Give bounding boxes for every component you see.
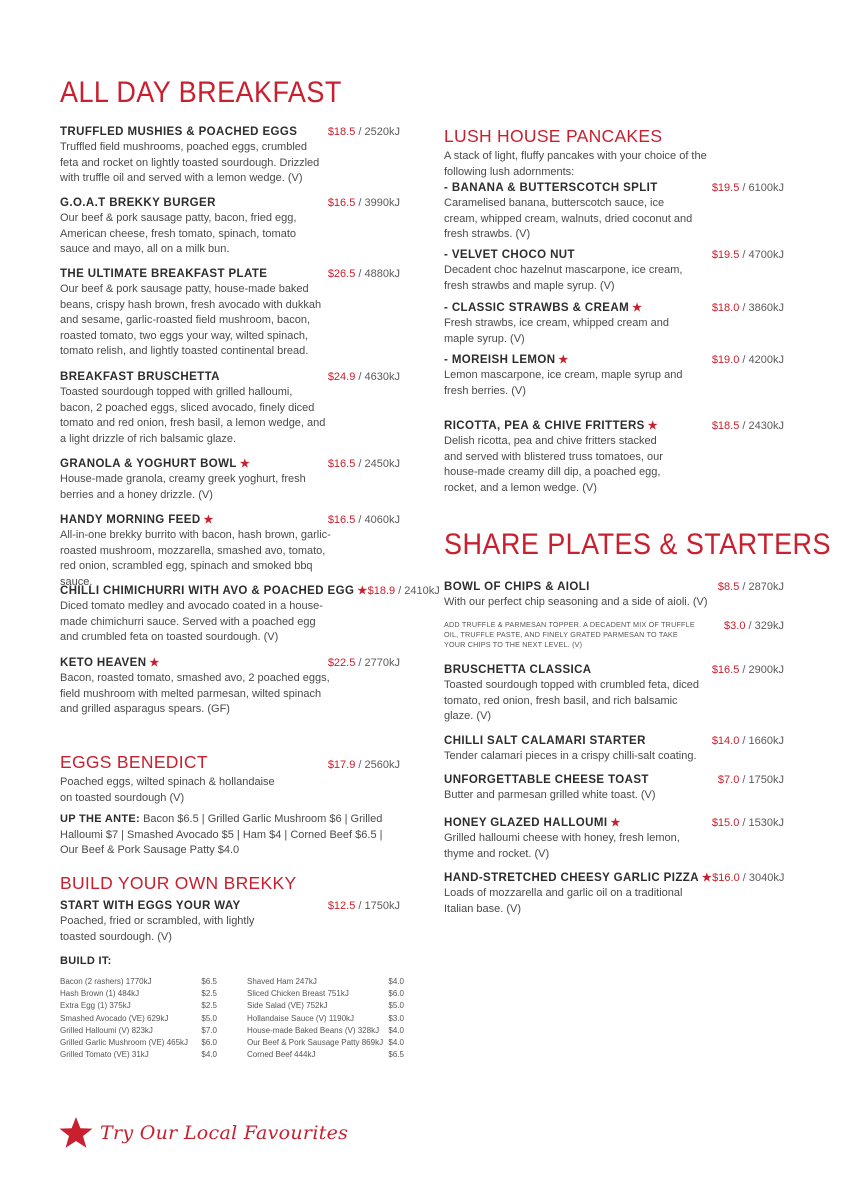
item-price: $19.0 [711,354,740,366]
item-price: $16.5 [327,458,356,470]
build-option: Side Salad (VE) 752kJ $5.0 [247,1001,404,1011]
item-desc: Our beef & pork sausage patty, house-made baked beans, crispy hash brown, fresh avocado with dukkah and sesame, garlic-roasted field mushroom, bacon, roasted tomato, two eggs your way, wilted spinach, tomato relish, and lightly toasted continental bread. [60,283,322,357]
item-desc: Butter and parmesan grilled white toast. (V) [444,789,656,801]
star-icon: ★ [357,585,368,597]
item-title: HAND-STRETCHED CHEESY GARLIC PIZZA ★ [444,872,713,884]
item-kj: 4200kJ [748,354,784,366]
item-kj: 1660kJ [748,735,784,747]
addon-desc: ADD TRUFFLE & PARMESAN TOPPER. A DECADENT MIX OF TRUFFLE OIL, TRUFFLE PASTE, AND FINELY GRATED PARMESAN TO TAKE YOUR CHIPS TO THE NEXT LEVEL. (V) [444,620,695,649]
menu-item: HONEY GLAZED HALLOUMI ★ $15.0 / 1530kJ Grilled halloumi cheese with honey, fresh lemon, thyme and rocket. (V) [444,816,784,862]
item-kj: 2560kJ [364,759,400,771]
item-title: - VELVET CHOCO NUT [444,249,575,261]
menu-item: RICOTTA, PEA & CHIVE FRITTERS ★ $18.5 / 2430kJ Delish ricotta, pea and chive fritters stacked and served with blistered truss tomatoes, our house-made creamy dill dip, a poached egg, rocket, and a lemon wedge. (V) [444,419,784,496]
build-options-col1 [60,976,217,1061]
item-price: $3.0 [724,620,746,632]
item-title: KETO HEAVEN ★ [60,657,160,669]
item-price: $19.5 [711,249,740,261]
menu-item: UNFORGETTABLE CHEESE TOAST $7.0 / 1750kJ Butter and parmesan grilled white toast. (V) [444,774,784,804]
item-desc: Poached eggs, wilted spinach & hollandaise on toasted sourdough (V) [60,776,275,804]
addon-item: ADD TRUFFLE & PARMESAN TOPPER. A DECADENT MIX OF TRUFFLE OIL, TRUFFLE PASTE, AND FINELY GRATED PARMESAN TO TAKE YOUR CHIPS TO THE NEXT LEVEL. (V) $3.0 / 329kJ [444,620,784,649]
item-title: CHILLI SALT CALAMARI STARTER [444,735,646,747]
item-kj: 2450kJ [364,458,400,470]
build-option: Hollandaise Sauce (V) 1190kJ $3.0 [247,1013,404,1023]
build-option: Grilled Garlic Mushroom (VE) 465kJ $6.0 [60,1038,217,1048]
item-title: BREAKFAST BRUSCHETTA [60,371,220,383]
item-title: HONEY GLAZED HALLOUMI ★ [444,817,621,829]
build-it-label: BUILD IT: [60,955,112,967]
item-desc: Caramelised banana, butterscotch sauce, ice cream, whipped cream, walnuts, dried coconut and fresh strawbs. (V) [444,197,693,240]
build-option: Shaved Ham 247kJ $4.0 [247,977,404,986]
item-desc: Fresh strawbs, ice cream, whipped cream and maple syrup. (V) [444,317,669,345]
item-kj: 3040kJ [748,872,785,884]
item-kj: 4880kJ [364,268,400,280]
star-icon: ★ [149,657,160,669]
eggs-benedict-heading: EGGS BENEDICT [60,752,208,772]
build-option: Bacon (2 rashers) 1770kJ $6.5 [60,977,217,986]
star-icon [58,1116,94,1150]
item-price: $26.5 [327,268,356,280]
star-icon: ★ [610,817,621,829]
menu-item: - VELVET CHOCO NUT $19.5 / 4700kJ Decadent choc hazelnut mascarpone, ice cream, fresh strawbs and maple syrup. (V) [444,249,784,294]
menu-item: BOWL OF CHIPS & AIOLI $8.5 / 2870kJ With our perfect chip seasoning and a side of aioli. (V) [444,581,784,611]
item-price: $18.5 [711,420,740,432]
build-your-own-heading: BUILD YOUR OWN BREKKY [60,873,297,893]
item-price: $14.0 [711,735,740,747]
item-price: $7.0 [717,774,740,786]
item-desc: Grilled halloumi cheese with honey, fresh lemon, thyme and rocket. (V) [444,832,680,860]
item-desc: All-in-one brekky burrito with bacon, hash brown, garlic-roasted mushroom, mozzarella, smashed avo, tomato, red onion, scrambled egg, spinach and smoked bbq sauce. [60,529,331,588]
item-kj: 2520kJ [364,126,400,138]
item-price: $19.5 [711,182,740,194]
item-desc: Delish ricotta, pea and chive fritters stacked and served with blistered truss tomatoes, our house-made creamy dill dip, a poached egg, rocket, and a lemon wedge. (V) [444,435,663,494]
item-title: G.O.A.T BREKKY BURGER [60,197,216,209]
item-price: $12.5 [327,900,356,912]
build-option: Hash Brown (1) 484kJ $2.5 [60,989,217,999]
build-option: Our Beef & Pork Sausage Patty 869kJ $4.0 [247,1038,404,1048]
item-desc: House-made granola, creamy greek yoghurt, fresh berries and a honey drizzle. (V) [60,473,306,501]
item-title: CHILLI CHIMICHURRI WITH AVO & POACHED EGG ★ [60,585,368,597]
item-desc: Bacon, roasted tomato, smashed avo, 2 poached eggs, field mushroom with melted parmesan, wilted spinach and grilled asparagus spears. (GF) [60,672,330,715]
item-kj: 2770kJ [364,657,400,669]
item-title: UNFORGETTABLE CHEESE TOAST [444,774,649,786]
menu-item: - CLASSIC STRAWBS & CREAM ★ $18.0 / 3860kJ Fresh strawbs, ice cream, whipped cream and maple syrup. (V) [444,301,784,347]
item-desc: Our beef & pork sausage patty, bacon, fried egg, American cheese, fresh tomato, spinach, tomato sauce and mayo, all on a milk bun. [60,212,297,255]
item-price: $8.5 [717,581,740,593]
up-the-ante-label: UP THE ANTE: [60,813,140,825]
menu-item: HANDY MORNING FEED ★ $16.5 / 4060kJ All-in-one brekky burrito with bacon, hash brown, garlic-roasted mushroom, mozzarella, smashed avo, tomato, red onion, scrambled egg, spinach and smoked bbq sauce. [60,513,400,590]
item-kj: 1750kJ [748,774,784,786]
item-kj: 3990kJ [364,197,400,209]
item-kj: 4700kJ [748,249,784,261]
menu-item: CHILLI SALT CALAMARI STARTER $14.0 / 1660kJ Tender calamari pieces in a crispy chilli-salt coating. [444,735,784,765]
item-kj: 3860kJ [748,302,784,314]
item-desc: Decadent choc hazelnut mascarpone, ice cream, fresh strawbs and maple syrup. (V) [444,264,683,292]
item-desc: Tender calamari pieces in a crispy chilli-salt coating. [444,750,697,762]
star-icon: ★ [203,514,214,526]
build-option: Grilled Tomato (VE) 31kJ $4.0 [60,1050,217,1060]
item-desc: Lemon mascarpone, ice cream, maple syrup and fresh berries. (V) [444,369,683,397]
build-options-col2 [247,976,404,1061]
star-icon: ★ [558,354,569,366]
menu-item: CHILLI CHIMICHURRI WITH AVO & POACHED EGG ★ $18.9 / 2410kJ Diced tomato medley and avocado coated in a house-made chimichurri sauce. Served with a poached egg and crumbled feta on toasted sourdough. (V) [60,584,400,646]
item-desc: Toasted sourdough topped with grilled halloumi, bacon, 2 poached eggs, sliced avocado, finely diced tomato and red onion, fresh basil, a lemon wedge, and a light drizzle of rich balsamic glaze. [60,386,326,445]
item-desc: Diced tomato medley and avocado coated in a house-made chimichurri sauce. Served with a poached egg and crumbled feta on toasted sourdough. (V) [60,600,323,643]
item-desc: Loads of mozzarella and garlic oil on a traditional Italian base. (V) [444,887,683,915]
item-kj: 6100kJ [748,182,784,194]
item-kj: 329kJ [754,620,784,632]
item-kj: 4060kJ [364,514,400,526]
item-title: BOWL OF CHIPS & AIOLI [444,581,590,593]
footer [58,1116,348,1150]
build-option: Grilled Halloumi (V) 823kJ $7.0 [60,1025,217,1035]
menu-item: THE ULTIMATE BREAKFAST PLATE $26.5 / 4880kJ Our beef & pork sausage patty, house-made baked beans, crispy hash brown, fresh avocado with dukkah and sesame, garlic-roasted field mushroom, bacon, roasted tomato, two eggs your way, wilted spinach, tomato relish, and lightly toasted continental bread. [60,268,400,360]
star-icon: ★ [632,302,643,314]
build-option: Extra Egg (1) 375kJ $2.5 [60,1001,217,1011]
item-price: $15.0 [711,817,740,829]
up-the-ante [60,812,398,859]
item-desc: Toasted sourdough topped with crumbled feta, diced tomato, red onion, fresh basil, and rich balsamic glaze. (V) [444,679,699,722]
menu-item: - BANANA & BUTTERSCOTCH SPLIT $19.5 / 6100kJ Caramelised banana, butterscotch sauce, ice cream, whipped cream, walnuts, dried coconut and fresh strawbs. (V) [444,182,784,243]
share-plates-heading: SHARE PLATES & STARTERS [444,528,831,561]
item-kj: 2900kJ [748,664,784,676]
pancakes-intro: A stack of light, fluffy pancakes with your choice of the following lush adornments: [444,150,707,178]
all-day-breakfast-heading: ALL DAY BREAKFAST [60,76,342,109]
item-title: - BANANA & BUTTERSCOTCH SPLIT [444,182,658,194]
menu-item: TRUFFLED MUSHIES & POACHED EGGS $18.5 / 2520kJ Truffled field mushrooms, poached eggs, crumbled feta and rocket on lightly toasted sourdough. Drizzled with truffle oil and served with a lemon wedge. (V) [60,126,400,187]
item-price: $16.0 [712,872,740,884]
item-kj: 2410kJ [404,585,440,597]
item-price: $18.9 [367,585,396,597]
build-option: Sliced Chicken Breast 751kJ $6.0 [247,989,404,999]
item-price: $22.5 [327,657,356,669]
up-the-ante-options: Bacon $6.5 | Grilled Garlic Mushroom $6 | Grilled Halloumi $7 | Smashed Avocado $5 | Ham $4 | Corned Beef $6.5 | Our Beef & Pork Sausage Patty $4.0 [60,813,383,856]
item-title: TRUFFLED MUSHIES & POACHED EGGS [60,126,298,138]
menu-item: HAND-STRETCHED CHEESY GARLIC PIZZA ★ $16.0 / 3040kJ Loads of mozzarella and garlic oil on a traditional Italian base. (V) [444,871,784,917]
item-price: $18.5 [327,126,356,138]
menu-item: BREAKFAST BRUSCHETTA $24.9 / 4630kJ Toasted sourdough topped with grilled halloumi, bacon, 2 poached eggs, sliced avocado, finely diced tomato and red onion, fresh basil, a lemon wedge, and a light drizzle of rich balsamic glaze. [60,371,400,447]
item-title: RICOTTA, PEA & CHIVE FRITTERS ★ [444,420,658,432]
item-price: $16.5 [327,514,356,526]
menu-item: GRANOLA & YOGHURT BOWL ★ $16.5 / 2450kJ House-made granola, creamy greek yoghurt, fresh berries and a honey drizzle. (V) [60,457,400,503]
item-price: $16.5 [327,197,356,209]
menu-item: START WITH EGGS YOUR WAY $12.5 / 1750kJ Poached, fried or scrambled, with lightly toasted sourdough. (V) [60,900,400,945]
item-title: - CLASSIC STRAWBS & CREAM ★ [444,302,643,314]
item-price: $17.9 [327,759,356,771]
eggs-benedict-section: EGGS BENEDICT $17.9 / 2560kJ Poached eggs, wilted spinach & hollandaise on toasted sourdough (V) UP THE ANTE: Bacon $6.5 | Grilled Garlic Mushroom $6 | Grilled Halloumi $7 | Smashed Avocado $5 | Ham $4 | Corned Beef $6.5 | Our Beef & Pork Sausage Patty $4.0 [60,752,400,859]
star-icon: ★ [239,458,251,470]
item-title: GRANOLA & YOGHURT BOWL ★ [60,458,251,470]
item-kj: 4630kJ [364,371,400,383]
build-option: Smashed Avocado (VE) 629kJ $5.0 [60,1013,217,1023]
footer-text: Try Our Local Favourites [100,1122,349,1144]
item-price: $16.5 [711,664,740,676]
pancakes-heading: LUSH HOUSE PANCAKES [444,126,663,146]
menu-item: - MOREISH LEMON ★ $19.0 / 4200kJ Lemon mascarpone, ice cream, maple syrup and fresh berries. (V) [444,353,784,399]
item-title: - MOREISH LEMON ★ [444,354,569,366]
build-option: House-made Baked Beans (V) 328kJ $4.0 [247,1025,404,1035]
item-kj: 2870kJ [748,581,784,593]
item-price: $18.0 [711,302,740,314]
star-icon: ★ [647,420,658,432]
item-title: BRUSCHETTA CLASSICA [444,664,592,676]
item-kj: 2430kJ [748,420,784,432]
menu-item: BRUSCHETTA CLASSICA $16.5 / 2900kJ Toasted sourdough topped with crumbled feta, diced tomato, red onion, fresh basil, and rich balsamic glaze. (V) [444,664,784,725]
item-kj: 1750kJ [364,900,400,912]
menu-item: KETO HEAVEN ★ $22.5 / 2770kJ Bacon, roasted tomato, smashed avo, 2 poached eggs, field mushroom with melted parmesan, wilted spinach and grilled asparagus spears. (GF) [60,656,400,718]
star-icon: ★ [701,872,713,884]
item-title: START WITH EGGS YOUR WAY [60,900,241,912]
item-kj: 1530kJ [748,817,784,829]
item-price: $24.9 [327,371,356,383]
item-desc: Poached, fried or scrambled, with lightly toasted sourdough. (V) [60,915,255,943]
item-title: THE ULTIMATE BREAKFAST PLATE [60,268,268,280]
menu-item: G.O.A.T BREKKY BURGER $16.5 / 3990kJ Our beef & pork sausage patty, bacon, fried egg, American cheese, fresh tomato, spinach, tomato sauce and mayo, all on a milk bun. [60,197,400,258]
item-desc: With our perfect chip seasoning and a side of aioli. (V) [444,596,708,608]
build-option: Corned Beef 444kJ $6.5 [247,1050,404,1060]
item-title: HANDY MORNING FEED ★ [60,514,214,526]
item-desc: Truffled field mushrooms, poached eggs, crumbled feta and rocket on lightly toasted sourdough. Drizzled with truffle oil and served with a lemon wedge. (V) [60,141,320,184]
